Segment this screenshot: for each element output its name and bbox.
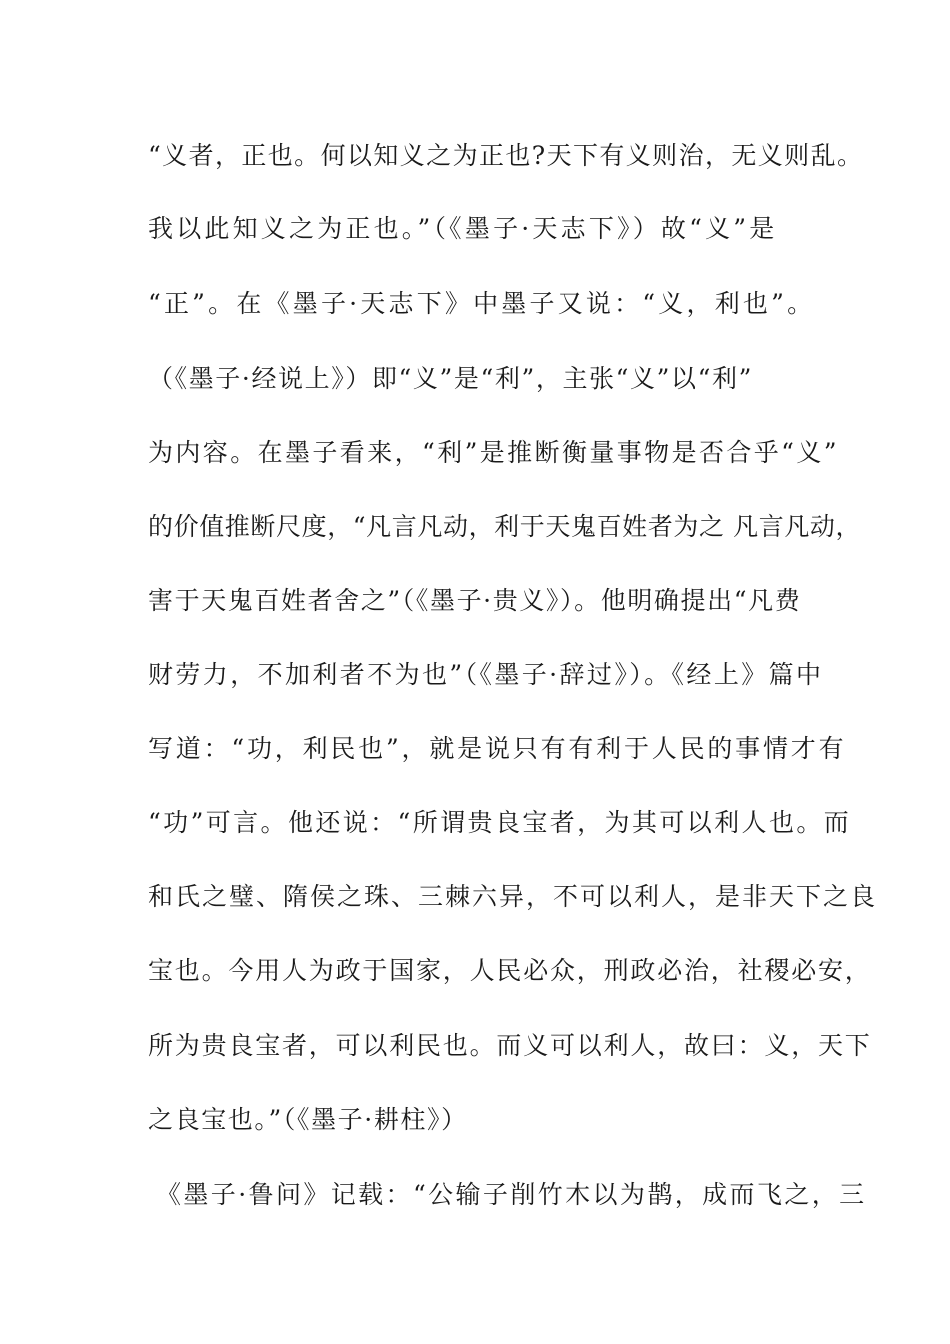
text-line: “义者，正也。何以知义之为正也?天下有义则治，无义则乱。 xyxy=(148,141,864,170)
text-line: 宝也。今用人为政于国家，人民必众，刑政必治，社稷必安， xyxy=(148,956,872,985)
text-line: 财劳力，不加利者不为也”（《墨子·辞过》）。《经上》篇中 xyxy=(148,660,824,689)
text-line: （《墨子·经说上》）即“义”是“利”，主张“义”以“利” xyxy=(148,364,753,393)
text-line: 之良宝也。”（《墨子·耕柱》） xyxy=(148,1105,468,1134)
paragraph-start-line: 《墨子·鲁问》记载：“公输子削竹木以为鹊，成而飞之，三 xyxy=(156,1180,867,1209)
text-line: 所为贵良宝者，可以利民也。而义可以利人，故曰：义，天下 xyxy=(148,1031,872,1060)
text-line: 和氏之璧、隋侯之珠、三棘六异，不可以利人，是非天下之良 xyxy=(148,882,878,911)
text-line: 的价值推断尺度，“凡言凡动，利于天鬼百姓者为之 凡言凡动， xyxy=(148,512,862,541)
text-line: 我以此知义之为正也。”（《墨子·天志下》）故“义”是 xyxy=(148,214,778,243)
text-line: “正”。在《墨子·天志下》中墨子又说：“义，利也”。 xyxy=(148,289,816,318)
text-line: 为内容。在墨子看来，“利”是推断衡量事物是否合乎“义” xyxy=(148,438,839,467)
text-line: “功”可言。他还说：“所谓贵良宝者，为其可以利人也。而 xyxy=(148,808,852,837)
text-line: 害于天鬼百姓者舍之”（《墨子·贵义》）。他明确提出“凡费 xyxy=(148,586,802,615)
text-line: 写道：“功，利民也”，就是说只有有利于人民的事情才有 xyxy=(148,734,847,763)
